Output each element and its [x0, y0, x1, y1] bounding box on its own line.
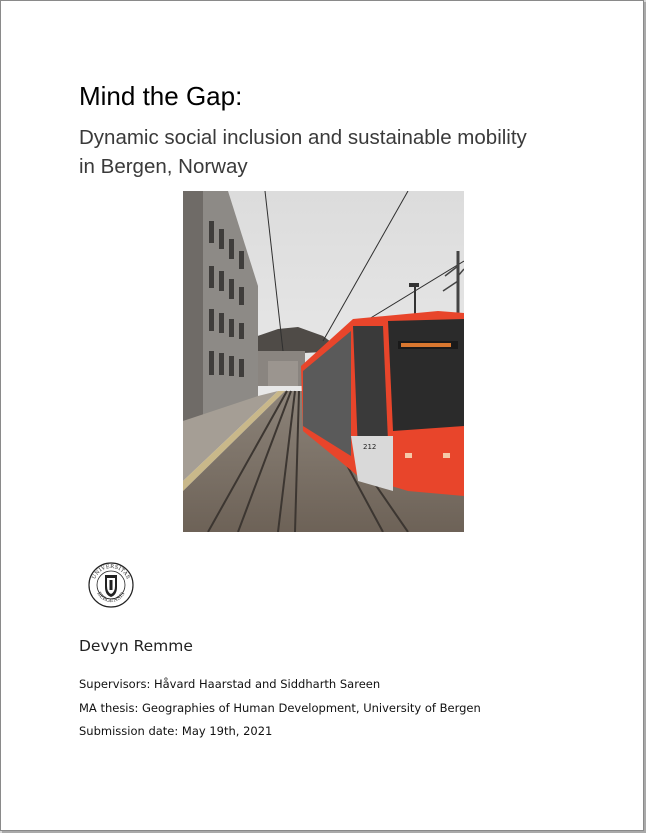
university-seal-icon	[87, 561, 135, 609]
document-title: Mind the Gap:	[79, 81, 243, 111]
subtitle-line-1: Dynamic social inclusion and sustainable mobility	[79, 126, 527, 149]
author-name: Devyn Remme	[79, 637, 193, 655]
subtitle-line-2: in Bergen, Norway	[79, 155, 248, 178]
tram-number-label: 212	[363, 443, 377, 451]
document-subtitle	[79, 123, 599, 181]
seal-text-bottom: BERGENSIS	[95, 590, 127, 605]
seal-text-top: UNIVERSITAS	[91, 563, 131, 581]
thesis-line: MA thesis: Geographies of Human Development, University of Bergen	[79, 701, 481, 715]
supervisors-line: Supervisors: Håvard Haarstad and Siddharth Sareen	[79, 677, 381, 691]
submission-date-line: Submission date: May 19th, 2021	[79, 724, 273, 738]
cover-photo-tram	[183, 191, 464, 532]
